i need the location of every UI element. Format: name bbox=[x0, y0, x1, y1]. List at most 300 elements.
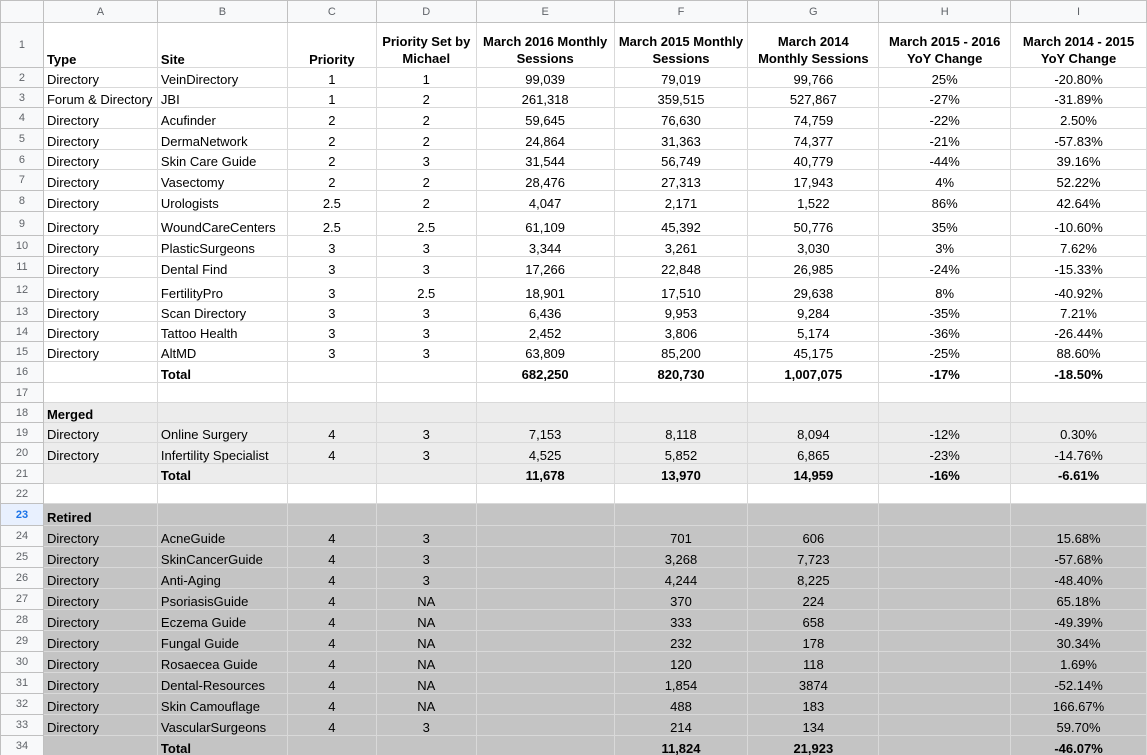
cell-priority[interactable]: 3 bbox=[287, 342, 376, 362]
cell-mar2016[interactable]: 11,678 bbox=[476, 464, 614, 484]
cell-site[interactable]: VeinDirectory bbox=[157, 68, 287, 88]
cell-type[interactable] bbox=[43, 362, 157, 383]
cell-yoy1415[interactable]: 0.30% bbox=[1011, 423, 1147, 443]
row-header[interactable]: 29 bbox=[1, 631, 44, 652]
row-header[interactable]: 13 bbox=[1, 302, 44, 322]
row-header[interactable]: 17 bbox=[1, 383, 44, 403]
cell-site[interactable]: Total bbox=[157, 464, 287, 484]
cell-priority-set[interactable]: 3 bbox=[376, 715, 476, 736]
cell-mar2014[interactable]: 17,943 bbox=[748, 170, 879, 191]
cell-site[interactable]: Acufinder bbox=[157, 108, 287, 129]
cell-priority[interactable]: 4 bbox=[287, 610, 376, 631]
cell-type[interactable]: Directory bbox=[43, 68, 157, 88]
cell-yoy1415[interactable]: -18.50% bbox=[1011, 362, 1147, 383]
cell-priority[interactable]: 3 bbox=[287, 278, 376, 302]
cell-type[interactable]: Directory bbox=[43, 278, 157, 302]
cell-site[interactable]: Scan Directory bbox=[157, 302, 287, 322]
cell-type[interactable]: Directory bbox=[43, 129, 157, 150]
cell-yoy1516[interactable] bbox=[879, 694, 1011, 715]
cell-site[interactable]: Skin Camouflage bbox=[157, 694, 287, 715]
cell-yoy1415[interactable] bbox=[1011, 484, 1147, 504]
cell-yoy1415[interactable]: 30.34% bbox=[1011, 631, 1147, 652]
header-type[interactable]: Type bbox=[43, 23, 157, 68]
cell-priority[interactable]: 4 bbox=[287, 631, 376, 652]
cell-mar2016[interactable] bbox=[476, 484, 614, 504]
row-header[interactable]: 26 bbox=[1, 568, 44, 589]
cell-yoy1516[interactable] bbox=[879, 484, 1011, 504]
cell-mar2016[interactable]: 3,344 bbox=[476, 236, 614, 257]
cell-mar2015[interactable]: 120 bbox=[614, 652, 748, 673]
cell-yoy1516[interactable]: -36% bbox=[879, 322, 1011, 342]
cell-mar2014[interactable]: 224 bbox=[748, 589, 879, 610]
cell-priority-set[interactable]: 2 bbox=[376, 129, 476, 150]
cell-site[interactable]: AcneGuide bbox=[157, 526, 287, 547]
cell-site[interactable]: Dental-Resources bbox=[157, 673, 287, 694]
cell-mar2016[interactable] bbox=[476, 526, 614, 547]
cell-priority[interactable]: 2.5 bbox=[287, 191, 376, 212]
cell-site[interactable]: Urologists bbox=[157, 191, 287, 212]
cell-priority-set[interactable]: 3 bbox=[376, 150, 476, 170]
cell-mar2016[interactable]: 4,525 bbox=[476, 443, 614, 464]
cell-type[interactable]: Directory bbox=[43, 589, 157, 610]
cell-mar2014[interactable]: 26,985 bbox=[748, 257, 879, 278]
cell-mar2014[interactable]: 74,759 bbox=[748, 108, 879, 129]
cell-mar2014[interactable]: 45,175 bbox=[748, 342, 879, 362]
cell-yoy1415[interactable]: 2.50% bbox=[1011, 108, 1147, 129]
cell-site[interactable]: SkinCancerGuide bbox=[157, 547, 287, 568]
cell-mar2016[interactable] bbox=[476, 715, 614, 736]
cell-mar2016[interactable]: 18,901 bbox=[476, 278, 614, 302]
cell-yoy1516[interactable] bbox=[879, 589, 1011, 610]
cell-mar2014[interactable] bbox=[748, 504, 879, 526]
cell-yoy1516[interactable] bbox=[879, 736, 1011, 755]
row-header[interactable]: 7 bbox=[1, 170, 44, 191]
row-header[interactable]: 15 bbox=[1, 342, 44, 362]
cell-site[interactable]: Eczema Guide bbox=[157, 610, 287, 631]
cell-yoy1415[interactable]: -49.39% bbox=[1011, 610, 1147, 631]
cell-priority-set[interactable]: 3 bbox=[376, 236, 476, 257]
cell-mar2015[interactable]: 232 bbox=[614, 631, 748, 652]
cell-yoy1415[interactable]: 1.69% bbox=[1011, 652, 1147, 673]
cell-priority[interactable]: 4 bbox=[287, 568, 376, 589]
row-header[interactable]: 12 bbox=[1, 278, 44, 302]
cell-type[interactable]: Directory bbox=[43, 673, 157, 694]
row-header[interactable]: 3 bbox=[1, 88, 44, 108]
cell-site[interactable]: PlasticSurgeons bbox=[157, 236, 287, 257]
cell-priority[interactable]: 4 bbox=[287, 694, 376, 715]
cell-mar2016[interactable] bbox=[476, 652, 614, 673]
cell-yoy1516[interactable] bbox=[879, 526, 1011, 547]
cell-priority[interactable]: 4 bbox=[287, 715, 376, 736]
row-header[interactable]: 31 bbox=[1, 673, 44, 694]
row-header[interactable]: 18 bbox=[1, 403, 44, 423]
row-header[interactable]: 5 bbox=[1, 129, 44, 150]
cell-mar2015[interactable]: 13,970 bbox=[614, 464, 748, 484]
cell-yoy1516[interactable] bbox=[879, 673, 1011, 694]
cell-priority-set[interactable] bbox=[376, 362, 476, 383]
cell-site[interactable]: DermaNetwork bbox=[157, 129, 287, 150]
cell-mar2015[interactable]: 3,261 bbox=[614, 236, 748, 257]
cell-type[interactable] bbox=[43, 464, 157, 484]
cell-mar2015[interactable]: 333 bbox=[614, 610, 748, 631]
cell-mar2014[interactable] bbox=[748, 383, 879, 403]
cell-mar2014[interactable] bbox=[748, 403, 879, 423]
cell-type[interactable]: Directory bbox=[43, 257, 157, 278]
cell-type[interactable]: Directory bbox=[43, 631, 157, 652]
cell-mar2016[interactable]: 28,476 bbox=[476, 170, 614, 191]
cell-mar2015[interactable]: 488 bbox=[614, 694, 748, 715]
row-header[interactable]: 22 bbox=[1, 484, 44, 504]
cell-mar2014[interactable]: 6,865 bbox=[748, 443, 879, 464]
cell-priority[interactable] bbox=[287, 736, 376, 755]
cell-type[interactable] bbox=[43, 736, 157, 755]
cell-mar2014[interactable]: 606 bbox=[748, 526, 879, 547]
cell-priority-set[interactable] bbox=[376, 736, 476, 755]
cell-priority[interactable]: 2 bbox=[287, 108, 376, 129]
column-header-d[interactable]: D bbox=[376, 1, 476, 23]
cell-priority[interactable]: 1 bbox=[287, 68, 376, 88]
cell-yoy1415[interactable]: -31.89% bbox=[1011, 88, 1147, 108]
cell-priority-set[interactable] bbox=[376, 484, 476, 504]
cell-priority[interactable] bbox=[287, 403, 376, 423]
row-header[interactable]: 30 bbox=[1, 652, 44, 673]
cell-priority[interactable]: 4 bbox=[287, 423, 376, 443]
cell-mar2015[interactable]: 701 bbox=[614, 526, 748, 547]
cell-type[interactable]: Retired bbox=[43, 504, 157, 526]
row-header[interactable]: 34 bbox=[1, 736, 44, 755]
cell-mar2014[interactable]: 5,174 bbox=[748, 322, 879, 342]
cell-yoy1516[interactable]: 4% bbox=[879, 170, 1011, 191]
cell-type[interactable]: Directory bbox=[43, 443, 157, 464]
row-header[interactable]: 20 bbox=[1, 443, 44, 464]
cell-mar2014[interactable]: 183 bbox=[748, 694, 879, 715]
cell-priority[interactable] bbox=[287, 383, 376, 403]
cell-site[interactable]: Rosaecea Guide bbox=[157, 652, 287, 673]
cell-type[interactable]: Directory bbox=[43, 236, 157, 257]
select-all-corner[interactable] bbox=[1, 1, 44, 23]
cell-mar2014[interactable]: 658 bbox=[748, 610, 879, 631]
cell-mar2015[interactable]: 820,730 bbox=[614, 362, 748, 383]
cell-mar2015[interactable]: 85,200 bbox=[614, 342, 748, 362]
cell-mar2015[interactable]: 9,953 bbox=[614, 302, 748, 322]
header-mar2016[interactable]: March 2016 Monthly Sessions bbox=[476, 23, 614, 68]
cell-yoy1516[interactable] bbox=[879, 383, 1011, 403]
cell-yoy1516[interactable]: -21% bbox=[879, 129, 1011, 150]
cell-site[interactable]: Total bbox=[157, 362, 287, 383]
cell-yoy1415[interactable]: 59.70% bbox=[1011, 715, 1147, 736]
cell-priority-set[interactable]: 2.5 bbox=[376, 278, 476, 302]
row-header[interactable]: 9 bbox=[1, 212, 44, 236]
cell-site[interactable]: Anti-Aging bbox=[157, 568, 287, 589]
cell-priority-set[interactable]: 2.5 bbox=[376, 212, 476, 236]
cell-yoy1415[interactable]: -26.44% bbox=[1011, 322, 1147, 342]
cell-priority[interactable] bbox=[287, 504, 376, 526]
header-priority-set[interactable]: Priority Set by Michael bbox=[376, 23, 476, 68]
cell-priority[interactable]: 4 bbox=[287, 443, 376, 464]
cell-mar2016[interactable] bbox=[476, 568, 614, 589]
cell-priority[interactable]: 1 bbox=[287, 88, 376, 108]
cell-yoy1516[interactable]: 8% bbox=[879, 278, 1011, 302]
cell-yoy1516[interactable]: -12% bbox=[879, 423, 1011, 443]
cell-type[interactable]: Directory bbox=[43, 302, 157, 322]
cell-yoy1415[interactable]: -6.61% bbox=[1011, 464, 1147, 484]
cell-yoy1516[interactable] bbox=[879, 568, 1011, 589]
cell-type[interactable]: Directory bbox=[43, 694, 157, 715]
cell-priority-set[interactable]: 2 bbox=[376, 170, 476, 191]
cell-yoy1415[interactable]: -15.33% bbox=[1011, 257, 1147, 278]
cell-yoy1415[interactable] bbox=[1011, 403, 1147, 423]
cell-yoy1516[interactable] bbox=[879, 504, 1011, 526]
cell-yoy1415[interactable]: 39.16% bbox=[1011, 150, 1147, 170]
cell-mar2014[interactable]: 118 bbox=[748, 652, 879, 673]
cell-priority-set[interactable]: 3 bbox=[376, 547, 476, 568]
cell-yoy1415[interactable]: -57.83% bbox=[1011, 129, 1147, 150]
cell-mar2015[interactable]: 8,118 bbox=[614, 423, 748, 443]
cell-priority[interactable]: 3 bbox=[287, 257, 376, 278]
row-header[interactable]: 14 bbox=[1, 322, 44, 342]
header-priority[interactable]: Priority bbox=[287, 23, 376, 68]
cell-mar2016[interactable]: 2,452 bbox=[476, 322, 614, 342]
row-header[interactable]: 19 bbox=[1, 423, 44, 443]
cell-priority[interactable]: 4 bbox=[287, 673, 376, 694]
cell-type[interactable]: Directory bbox=[43, 322, 157, 342]
cell-mar2014[interactable]: 9,284 bbox=[748, 302, 879, 322]
cell-yoy1516[interactable] bbox=[879, 403, 1011, 423]
cell-mar2016[interactable]: 24,864 bbox=[476, 129, 614, 150]
row-header[interactable]: 10 bbox=[1, 236, 44, 257]
cell-yoy1415[interactable]: -40.92% bbox=[1011, 278, 1147, 302]
cell-mar2014[interactable]: 134 bbox=[748, 715, 879, 736]
cell-yoy1516[interactable] bbox=[879, 652, 1011, 673]
cell-priority[interactable]: 2 bbox=[287, 150, 376, 170]
cell-yoy1415[interactable]: -57.68% bbox=[1011, 547, 1147, 568]
cell-yoy1516[interactable] bbox=[879, 547, 1011, 568]
cell-site[interactable] bbox=[157, 403, 287, 423]
column-header-g[interactable]: G bbox=[748, 1, 879, 23]
cell-mar2016[interactable]: 59,645 bbox=[476, 108, 614, 129]
cell-mar2014[interactable]: 1,522 bbox=[748, 191, 879, 212]
cell-type[interactable] bbox=[43, 383, 157, 403]
row-header[interactable]: 24 bbox=[1, 526, 44, 547]
cell-yoy1516[interactable]: -17% bbox=[879, 362, 1011, 383]
cell-type[interactable]: Directory bbox=[43, 715, 157, 736]
header-site[interactable]: Site bbox=[157, 23, 287, 68]
cell-site[interactable]: JBI bbox=[157, 88, 287, 108]
cell-priority-set[interactable]: NA bbox=[376, 673, 476, 694]
cell-priority-set[interactable]: 3 bbox=[376, 302, 476, 322]
cell-mar2014[interactable] bbox=[748, 484, 879, 504]
column-header-f[interactable]: F bbox=[614, 1, 748, 23]
row-header[interactable]: 6 bbox=[1, 150, 44, 170]
cell-site[interactable]: VascularSurgeons bbox=[157, 715, 287, 736]
column-header-b[interactable]: B bbox=[157, 1, 287, 23]
cell-mar2016[interactable]: 6,436 bbox=[476, 302, 614, 322]
cell-site[interactable]: Infertility Specialist bbox=[157, 443, 287, 464]
cell-site[interactable] bbox=[157, 484, 287, 504]
cell-priority[interactable] bbox=[287, 362, 376, 383]
cell-site[interactable]: AltMD bbox=[157, 342, 287, 362]
cell-yoy1516[interactable]: -44% bbox=[879, 150, 1011, 170]
cell-mar2015[interactable]: 359,515 bbox=[614, 88, 748, 108]
cell-site[interactable] bbox=[157, 504, 287, 526]
cell-priority-set[interactable]: 3 bbox=[376, 257, 476, 278]
cell-mar2014[interactable]: 3874 bbox=[748, 673, 879, 694]
cell-yoy1415[interactable]: -52.14% bbox=[1011, 673, 1147, 694]
cell-mar2015[interactable]: 2,171 bbox=[614, 191, 748, 212]
cell-mar2016[interactable] bbox=[476, 610, 614, 631]
cell-yoy1415[interactable]: 7.21% bbox=[1011, 302, 1147, 322]
cell-site[interactable]: PsoriasisGuide bbox=[157, 589, 287, 610]
cell-priority[interactable]: 2.5 bbox=[287, 212, 376, 236]
cell-site[interactable]: Total bbox=[157, 736, 287, 755]
column-header-c[interactable]: C bbox=[287, 1, 376, 23]
cell-mar2014[interactable]: 178 bbox=[748, 631, 879, 652]
cell-mar2016[interactable] bbox=[476, 736, 614, 755]
cell-priority-set[interactable]: 2 bbox=[376, 88, 476, 108]
cell-type[interactable]: Directory bbox=[43, 610, 157, 631]
cell-priority-set[interactable]: NA bbox=[376, 631, 476, 652]
cell-mar2015[interactable] bbox=[614, 484, 748, 504]
cell-yoy1516[interactable]: 25% bbox=[879, 68, 1011, 88]
cell-type[interactable]: Directory bbox=[43, 547, 157, 568]
cell-yoy1516[interactable]: -35% bbox=[879, 302, 1011, 322]
cell-site[interactable]: Online Surgery bbox=[157, 423, 287, 443]
row-header[interactable]: 33 bbox=[1, 715, 44, 736]
cell-mar2015[interactable]: 45,392 bbox=[614, 212, 748, 236]
row-header[interactable]: 28 bbox=[1, 610, 44, 631]
cell-priority[interactable]: 3 bbox=[287, 302, 376, 322]
cell-priority[interactable]: 4 bbox=[287, 526, 376, 547]
cell-priority-set[interactable]: 2 bbox=[376, 191, 476, 212]
header-mar2014[interactable]: March 2014 Monthly Sessions bbox=[748, 23, 879, 68]
cell-yoy1516[interactable]: -25% bbox=[879, 342, 1011, 362]
cell-mar2015[interactable]: 4,244 bbox=[614, 568, 748, 589]
cell-priority-set[interactable] bbox=[376, 403, 476, 423]
cell-mar2014[interactable]: 527,867 bbox=[748, 88, 879, 108]
cell-mar2014[interactable]: 50,776 bbox=[748, 212, 879, 236]
cell-priority[interactable]: 4 bbox=[287, 547, 376, 568]
cell-site[interactable]: Fungal Guide bbox=[157, 631, 287, 652]
cell-priority[interactable]: 4 bbox=[287, 652, 376, 673]
cell-mar2016[interactable]: 31,544 bbox=[476, 150, 614, 170]
cell-yoy1415[interactable]: 15.68% bbox=[1011, 526, 1147, 547]
cell-yoy1415[interactable]: -14.76% bbox=[1011, 443, 1147, 464]
cell-mar2014[interactable]: 3,030 bbox=[748, 236, 879, 257]
cell-site[interactable] bbox=[157, 383, 287, 403]
cell-site[interactable]: Skin Care Guide bbox=[157, 150, 287, 170]
cell-mar2014[interactable]: 8,225 bbox=[748, 568, 879, 589]
cell-type[interactable]: Directory bbox=[43, 150, 157, 170]
row-header[interactable]: 32 bbox=[1, 694, 44, 715]
cell-mar2014[interactable]: 99,766 bbox=[748, 68, 879, 88]
cell-type[interactable]: Merged bbox=[43, 403, 157, 423]
cell-site[interactable]: Dental Find bbox=[157, 257, 287, 278]
cell-mar2016[interactable] bbox=[476, 694, 614, 715]
cell-mar2015[interactable] bbox=[614, 383, 748, 403]
cell-mar2015[interactable]: 214 bbox=[614, 715, 748, 736]
row-header[interactable]: 21 bbox=[1, 464, 44, 484]
cell-mar2015[interactable]: 79,019 bbox=[614, 68, 748, 88]
cell-type[interactable] bbox=[43, 484, 157, 504]
cell-yoy1516[interactable]: -23% bbox=[879, 443, 1011, 464]
cell-type[interactable]: Directory bbox=[43, 652, 157, 673]
cell-priority-set[interactable]: 3 bbox=[376, 322, 476, 342]
cell-mar2014[interactable]: 1,007,075 bbox=[748, 362, 879, 383]
cell-yoy1415[interactable]: -10.60% bbox=[1011, 212, 1147, 236]
cell-priority-set[interactable]: NA bbox=[376, 589, 476, 610]
cell-yoy1516[interactable]: 35% bbox=[879, 212, 1011, 236]
cell-mar2016[interactable]: 261,318 bbox=[476, 88, 614, 108]
cell-type[interactable]: Directory bbox=[43, 108, 157, 129]
cell-mar2015[interactable] bbox=[614, 504, 748, 526]
header-mar2015[interactable]: March 2015 Monthly Sessions bbox=[614, 23, 748, 68]
cell-mar2016[interactable]: 7,153 bbox=[476, 423, 614, 443]
cell-site[interactable]: FertilityPro bbox=[157, 278, 287, 302]
row-header[interactable]: 25 bbox=[1, 547, 44, 568]
cell-priority-set[interactable]: 3 bbox=[376, 526, 476, 547]
cell-mar2016[interactable] bbox=[476, 589, 614, 610]
cell-priority[interactable] bbox=[287, 484, 376, 504]
row-header[interactable]: 4 bbox=[1, 108, 44, 129]
cell-mar2015[interactable]: 27,313 bbox=[614, 170, 748, 191]
cell-type[interactable]: Directory bbox=[43, 191, 157, 212]
cell-type[interactable]: Directory bbox=[43, 526, 157, 547]
cell-yoy1516[interactable]: -24% bbox=[879, 257, 1011, 278]
cell-site[interactable]: WoundCareCenters bbox=[157, 212, 287, 236]
cell-mar2015[interactable]: 3,268 bbox=[614, 547, 748, 568]
cell-priority-set[interactable] bbox=[376, 504, 476, 526]
cell-yoy1415[interactable]: 7.62% bbox=[1011, 236, 1147, 257]
cell-mar2014[interactable]: 40,779 bbox=[748, 150, 879, 170]
cell-priority-set[interactable]: NA bbox=[376, 610, 476, 631]
cell-priority[interactable]: 3 bbox=[287, 236, 376, 257]
cell-priority[interactable]: 4 bbox=[287, 589, 376, 610]
cell-yoy1516[interactable]: -27% bbox=[879, 88, 1011, 108]
row-header[interactable]: 11 bbox=[1, 257, 44, 278]
cell-yoy1415[interactable]: -46.07% bbox=[1011, 736, 1147, 755]
cell-mar2016[interactable]: 63,809 bbox=[476, 342, 614, 362]
column-header-h[interactable]: H bbox=[879, 1, 1011, 23]
cell-mar2016[interactable] bbox=[476, 403, 614, 423]
row-header[interactable]: 2 bbox=[1, 68, 44, 88]
cell-yoy1516[interactable]: -16% bbox=[879, 464, 1011, 484]
cell-mar2015[interactable] bbox=[614, 403, 748, 423]
row-header[interactable]: 1 bbox=[1, 23, 44, 68]
cell-mar2015[interactable]: 17,510 bbox=[614, 278, 748, 302]
cell-priority-set[interactable]: NA bbox=[376, 694, 476, 715]
cell-priority-set[interactable] bbox=[376, 383, 476, 403]
cell-yoy1415[interactable] bbox=[1011, 504, 1147, 526]
cell-mar2016[interactable]: 61,109 bbox=[476, 212, 614, 236]
cell-yoy1516[interactable] bbox=[879, 610, 1011, 631]
cell-priority-set[interactable] bbox=[376, 464, 476, 484]
cell-mar2015[interactable]: 1,854 bbox=[614, 673, 748, 694]
header-yoy1415[interactable]: March 2014 - 2015 YoY Change bbox=[1011, 23, 1147, 68]
cell-yoy1516[interactable]: -22% bbox=[879, 108, 1011, 129]
cell-mar2015[interactable]: 5,852 bbox=[614, 443, 748, 464]
cell-priority-set[interactable]: 3 bbox=[376, 443, 476, 464]
cell-mar2016[interactable]: 4,047 bbox=[476, 191, 614, 212]
cell-type[interactable]: Forum & Directory bbox=[43, 88, 157, 108]
cell-priority-set[interactable]: NA bbox=[376, 652, 476, 673]
cell-mar2015[interactable]: 76,630 bbox=[614, 108, 748, 129]
cell-type[interactable]: Directory bbox=[43, 170, 157, 191]
cell-mar2014[interactable]: 74,377 bbox=[748, 129, 879, 150]
cell-priority-set[interactable]: 3 bbox=[376, 342, 476, 362]
column-header-e[interactable]: E bbox=[476, 1, 614, 23]
cell-mar2015[interactable]: 370 bbox=[614, 589, 748, 610]
row-header[interactable]: 23 bbox=[1, 504, 44, 526]
